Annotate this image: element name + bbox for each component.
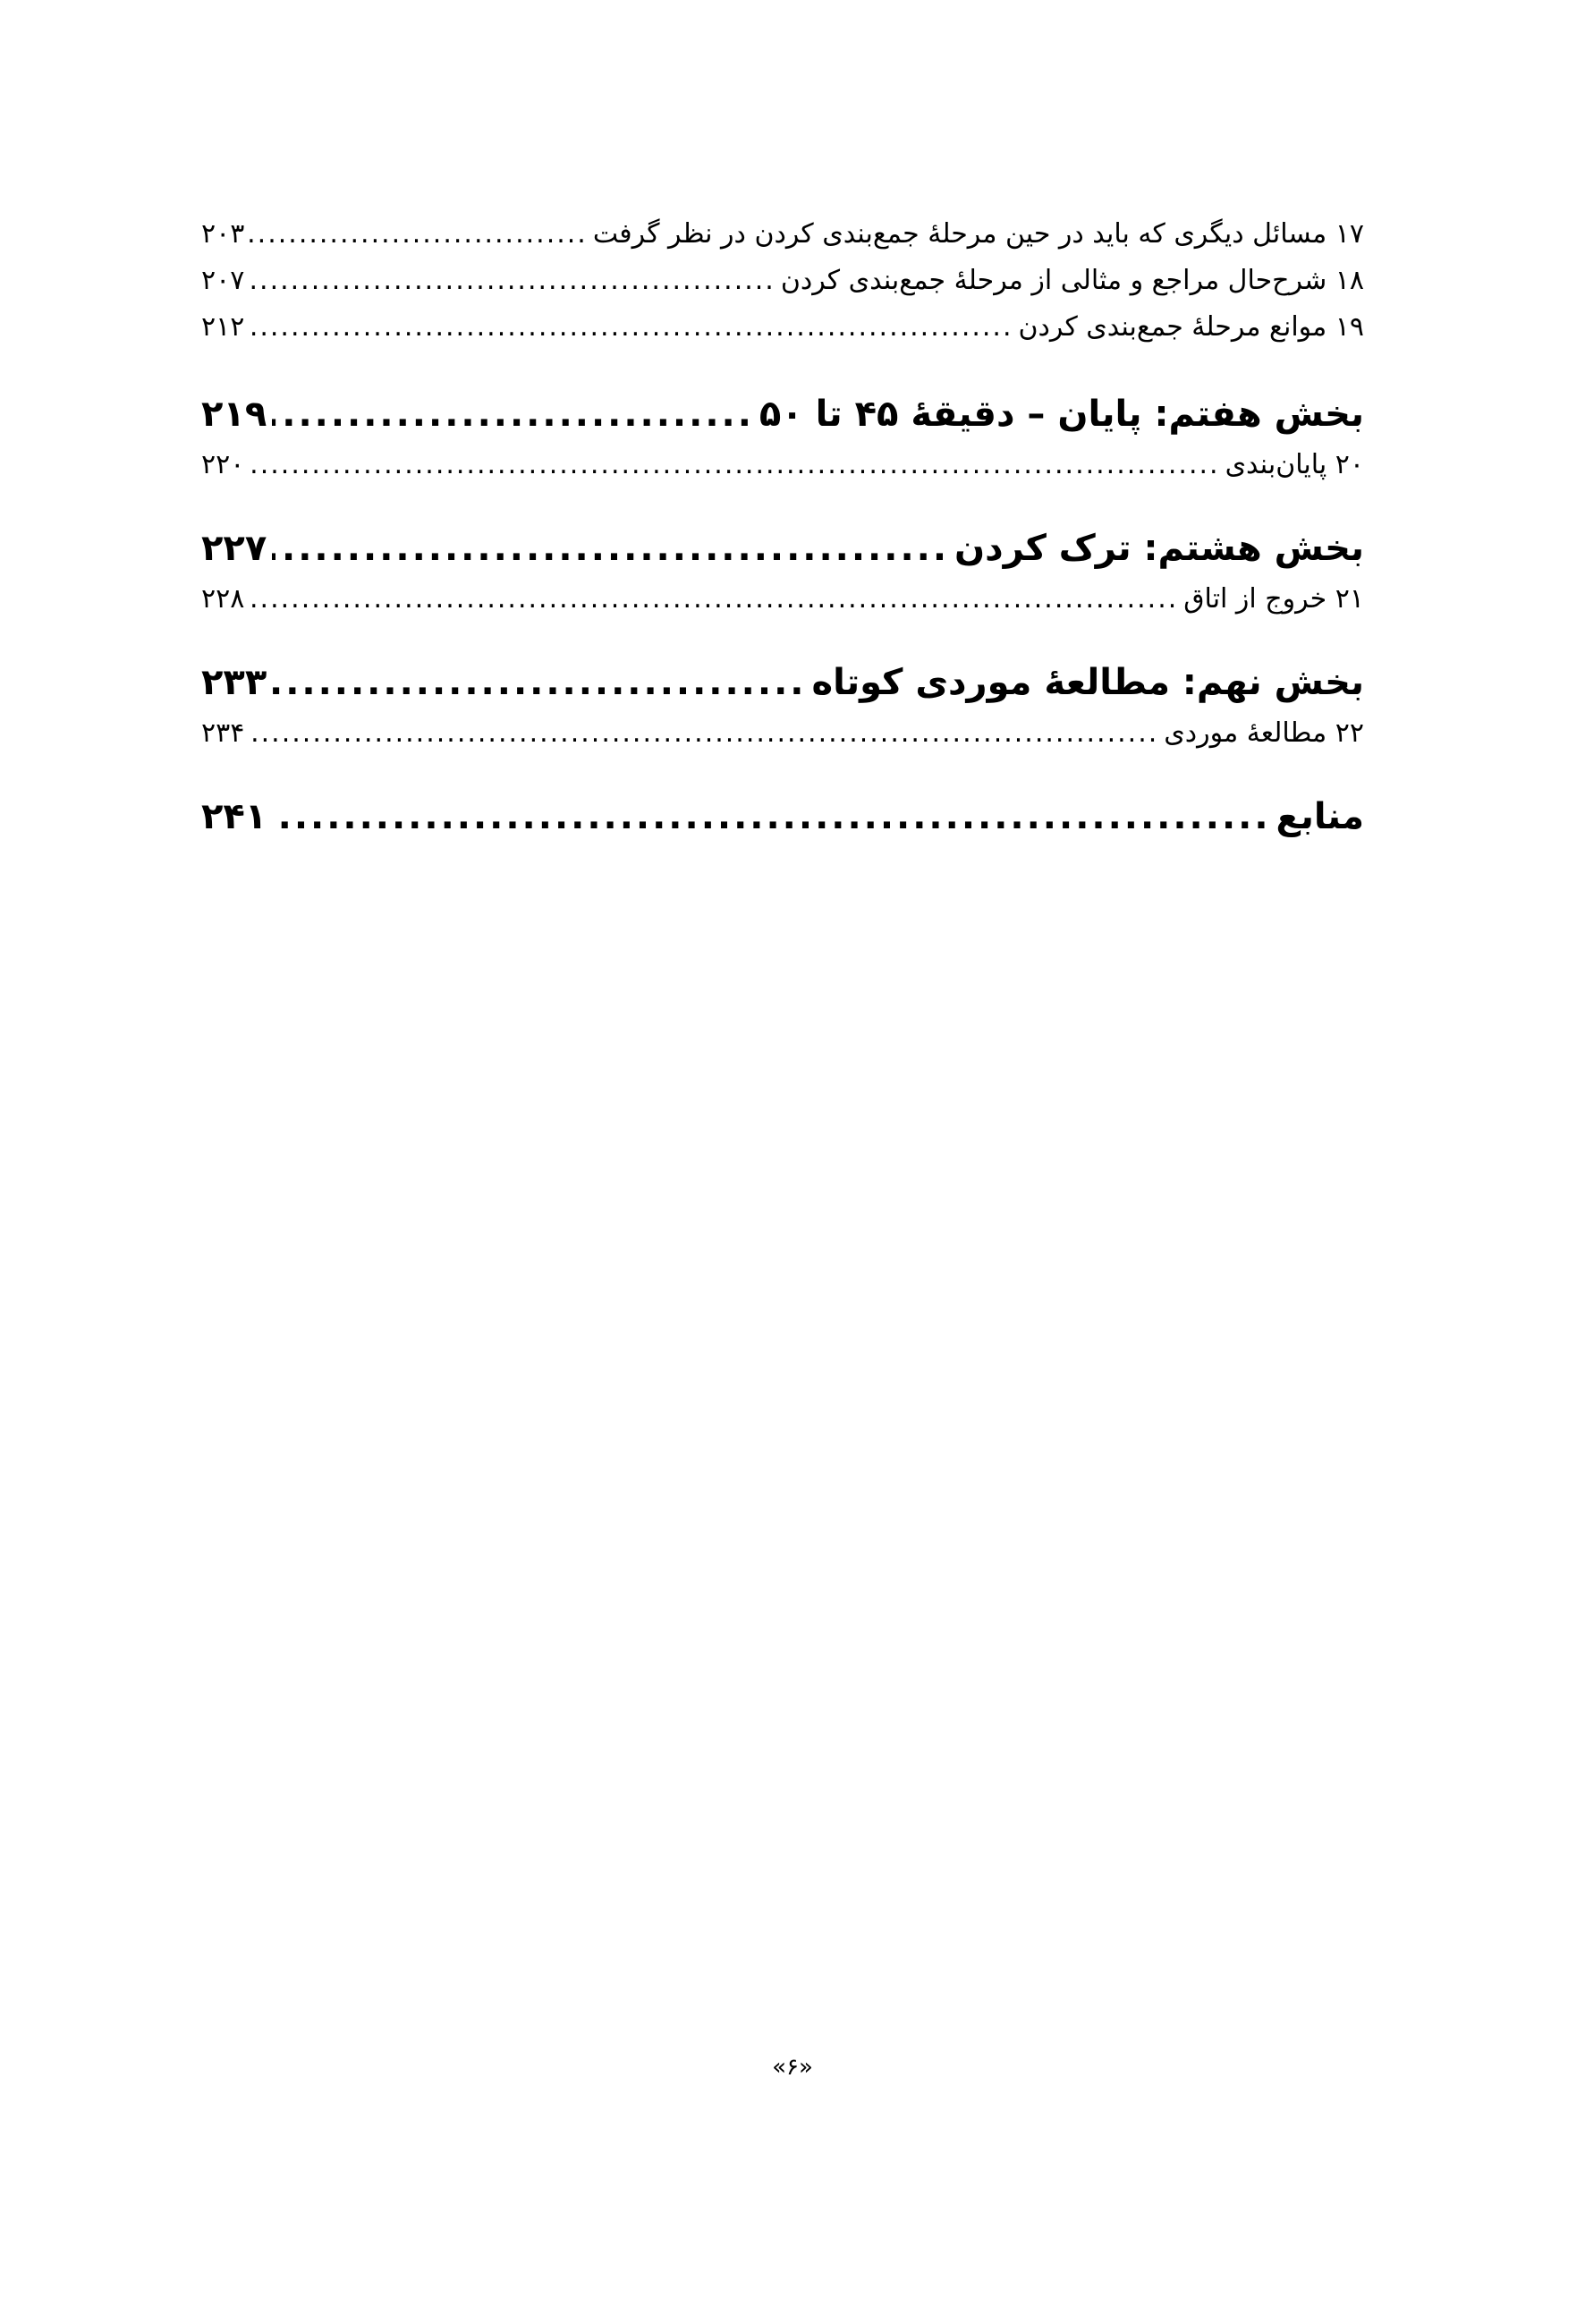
toc-section-title: منابع bbox=[1276, 796, 1364, 837]
toc-entry-22[interactable] bbox=[201, 710, 1364, 757]
toc-entry-title: ۲۰ پایان‌بندی bbox=[1225, 449, 1364, 480]
toc-entry-title: ۱۷ مسائل دیگری که باید در حین مرحلۀ جمع‌بندی کردن در نظر گرفت bbox=[592, 218, 1364, 250]
dot-leader bbox=[250, 710, 1158, 757]
toc-entry-page: ۲۲۰ bbox=[201, 449, 245, 480]
toc-entry-17[interactable] bbox=[201, 211, 1364, 258]
dot-leader bbox=[272, 521, 949, 576]
toc-entry-21[interactable] bbox=[201, 576, 1364, 623]
toc-entry-page: ۲۳۴ bbox=[201, 717, 245, 749]
toc-section-title: بخش نهم: مطالعۀ موردی کوتاه bbox=[811, 662, 1364, 703]
dot-leader bbox=[250, 258, 776, 304]
dot-leader bbox=[250, 442, 1219, 488]
toc-section-7[interactable] bbox=[201, 386, 1364, 442]
toc-entry-page: ۲۰۳ bbox=[201, 218, 245, 250]
toc-entry-title: ۱۹ موانع مرحلۀ جمع‌بندی کردن bbox=[1018, 311, 1364, 343]
toc-section-9[interactable] bbox=[201, 655, 1364, 710]
dot-leader bbox=[272, 386, 754, 442]
toc-entry-18[interactable] bbox=[201, 258, 1364, 304]
toc-section-page: ۲۴۱ bbox=[201, 796, 267, 837]
toc-section-title: بخش هشتم: ترک کردن bbox=[954, 528, 1364, 569]
dot-leader bbox=[272, 655, 806, 710]
toc-section-title: بخش هفتم: پایان – دقیقۀ ۴۵ تا ۵۰ bbox=[759, 394, 1364, 435]
toc-entry-page: ۲۱۲ bbox=[201, 311, 245, 343]
toc-section-references[interactable] bbox=[201, 789, 1364, 844]
toc-section-page: ۲۲۷ bbox=[201, 528, 267, 569]
toc-section-8[interactable] bbox=[201, 521, 1364, 576]
dot-leader bbox=[272, 789, 1270, 844]
toc-entry-19[interactable] bbox=[201, 304, 1364, 351]
dot-leader bbox=[250, 576, 1178, 623]
toc-entry-20[interactable] bbox=[201, 442, 1364, 488]
dot-leader bbox=[250, 304, 1013, 351]
table-of-contents bbox=[201, 211, 1364, 844]
toc-entry-page: ۲۰۷ bbox=[201, 265, 245, 296]
toc-entry-title: ۱۸ شرح‌حال مراجع و مثالی از مرحلۀ جمع‌بندی کردن bbox=[780, 265, 1364, 296]
toc-section-page: ۲۱۹ bbox=[201, 394, 267, 435]
dot-leader bbox=[250, 211, 588, 258]
toc-section-page: ۲۳۳ bbox=[201, 662, 267, 703]
toc-entry-title: ۲۱ خروج از اتاق bbox=[1183, 583, 1364, 615]
page-number: «۶» bbox=[772, 2054, 813, 2081]
toc-entry-title: ۲۲ مطالعۀ موردی bbox=[1164, 717, 1364, 749]
toc-entry-page: ۲۲۸ bbox=[201, 583, 245, 615]
